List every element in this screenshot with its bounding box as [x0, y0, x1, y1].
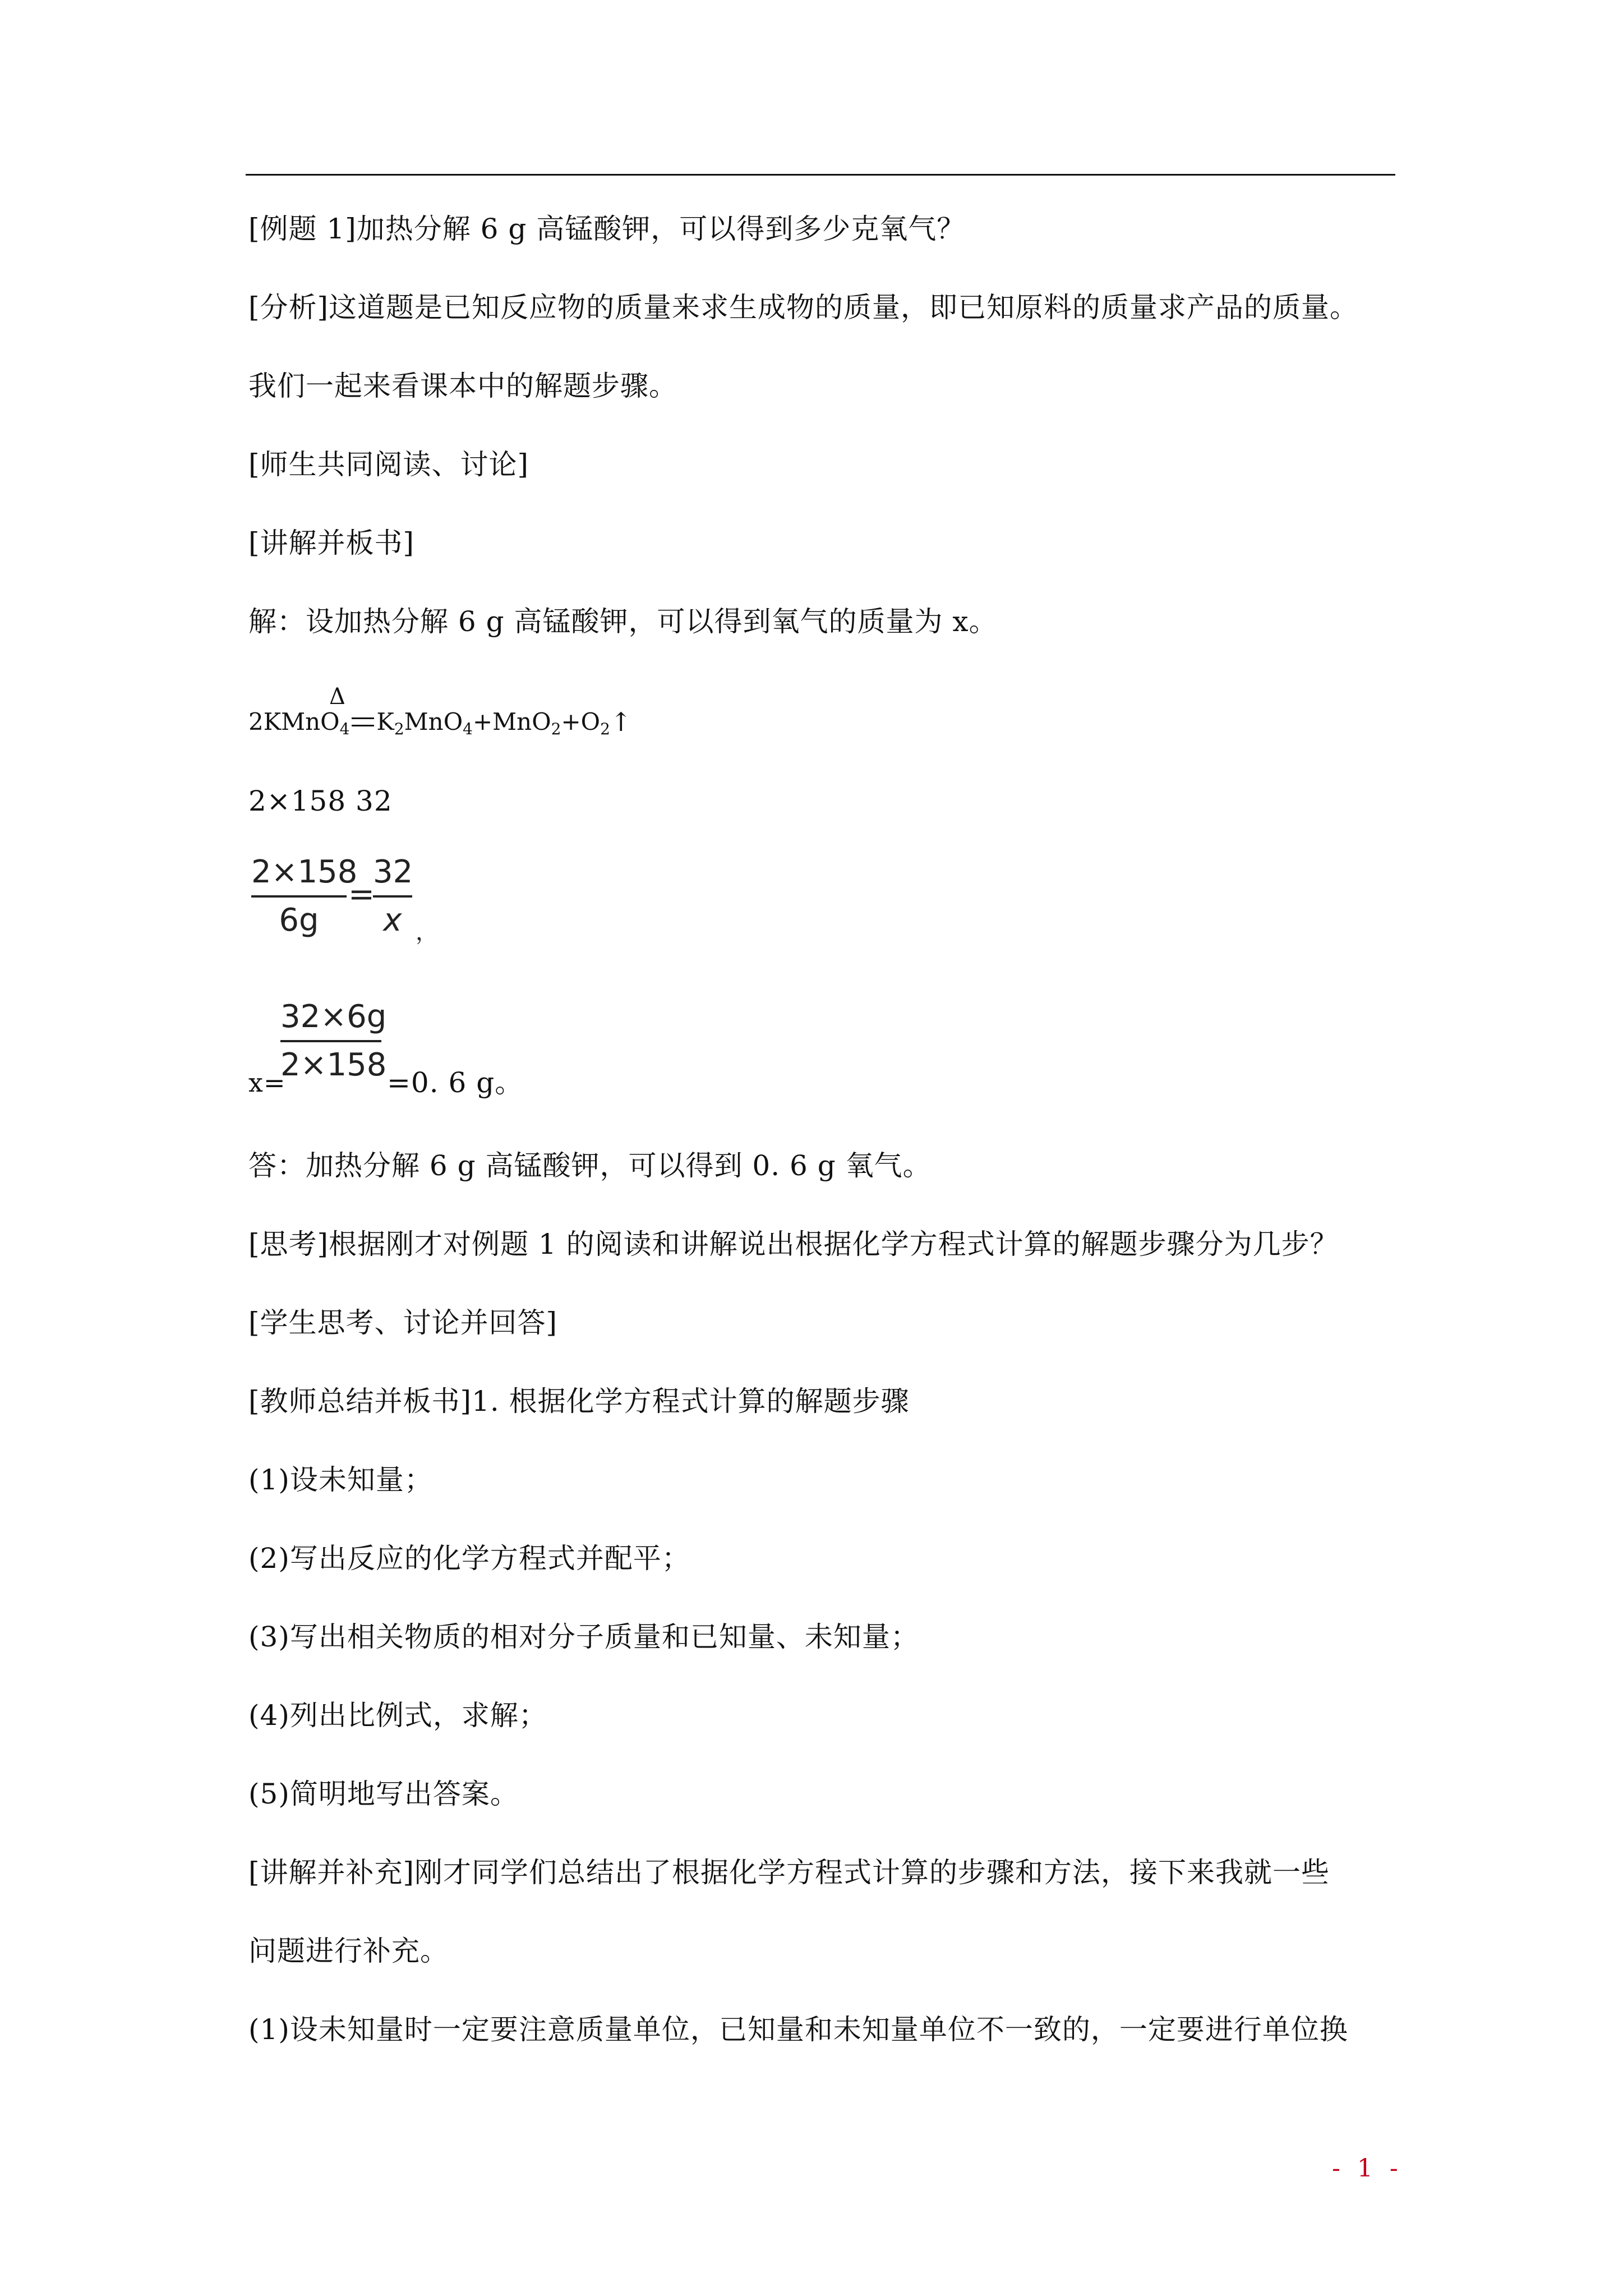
answer-line: 答：加热分解 6 g 高锰酸钾，可以得到 0. 6 g 氧气。 [248, 1149, 932, 1182]
step-item: (4)列出比例式，求解； [248, 1699, 547, 1732]
heat-condition-symbol: Δ [329, 684, 345, 710]
text-line: [学生思考、讨论并回答] [248, 1306, 558, 1339]
text-line: (1)设未知量时一定要注意质量单位，已知量和未知量单位不一致的，一定要进行单位换 [248, 2013, 1348, 2046]
proportion-equation: 2×158 6g = 32 x ， [251, 854, 438, 945]
chemical-equation: Δ 2KMnO$_4$ $K_2MnO_4+MnO_2+O_2↑$ [248, 684, 632, 738]
text-line: 问题进行补充。 [248, 1935, 449, 1967]
summary-heading: [教师总结并板书]1. 根据化学方程式计算的解题步骤 [248, 1385, 910, 1418]
example-question: [例题 1]加热分解 6 g 高锰酸钾，可以得到多少克氧气？ [248, 213, 966, 245]
text-line: 我们一起来看课本中的解题步骤。 [248, 370, 677, 402]
reaction-sign [352, 717, 374, 726]
text-line: [师生共同阅读、讨论] [248, 448, 529, 481]
analysis-line: [分析]这道题是已知反应物的质量来求生成物的质量，即已知原料的质量求产品的质量。 [248, 291, 1359, 324]
think-line: [思考]根据刚才对例题 1 的阅读和讲解说出根据化学方程式计算的解题步骤分为几步？ [248, 1228, 1339, 1260]
gas-arrow-icon: ↑ [610, 707, 632, 737]
proportion-right-fraction: 32 x [373, 854, 413, 938]
step-item: (1)设未知量； [248, 1464, 433, 1496]
solution-setup: 解：设加热分解 6 g 高锰酸钾，可以得到氧气的质量为 x。 [248, 605, 998, 638]
solve-fraction: 32×6g 2×158 [280, 999, 387, 1083]
text-line: [讲解并板书] [248, 527, 415, 559]
text-line: [讲解并补充]刚才同学们总结出了根据化学方程式计算的步骤和方法，接下来我就一些 [248, 1856, 1330, 1889]
molar-mass-line: 2×158 32 [248, 785, 393, 817]
header-rule [246, 174, 1395, 176]
proportion-left-fraction: 2×158 6g [251, 854, 358, 938]
step-item: (3)写出相关物质的相对分子质量和已知量、未知量； [248, 1621, 919, 1653]
page-number: - 1 - [1332, 2154, 1403, 2183]
step-item: (2)写出反应的化学方程式并配平； [248, 1542, 690, 1575]
step-item: (5)简明地写出答案。 [248, 1778, 519, 1810]
